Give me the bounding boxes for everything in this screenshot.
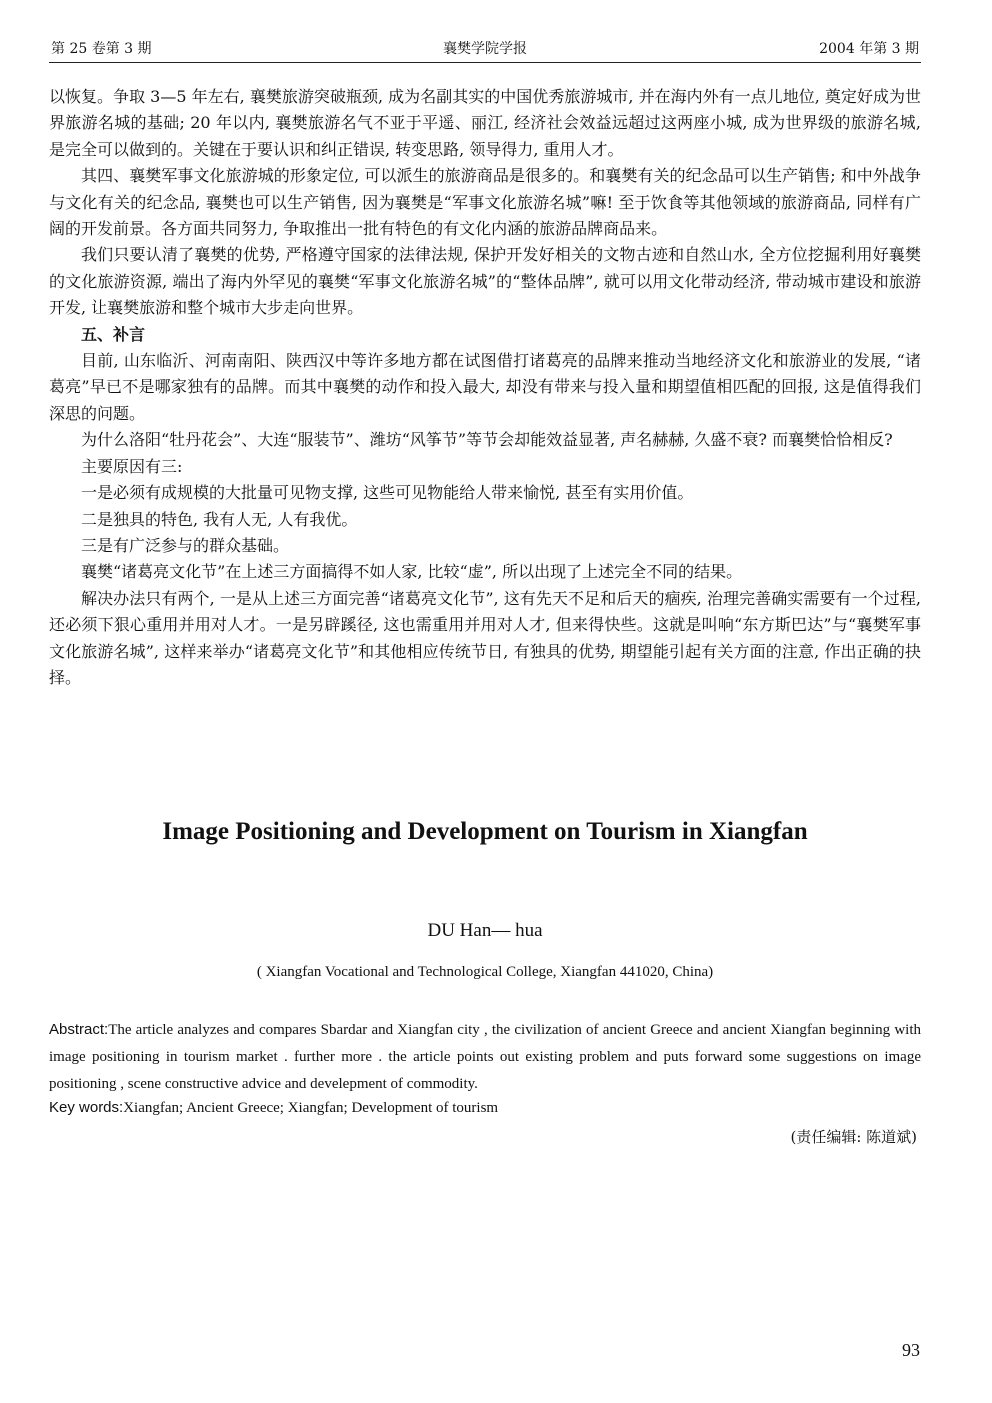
body-paragraph: 我们只要认清了襄樊的优势, 严格遵守国家的法律法规, 保护开发好相关的文物古迹和自然山水, 全方位挖掘利用好襄樊的文化旅游资源, 端出了海内外罕见的襄樊“军事文化旅游名城”的“整体品牌”, 就可以用文化带动经济, 带动城市建设和旅游开发, 让襄樊旅游和整个城市大步走向世界。 (49, 245, 921, 318)
body-paragraph: 其四、襄樊军事文化旅游城的形象定位, 可以派生的旅游商品是很多的。和襄樊有关的纪念品可以生产销售; 和中外战争与文化有关的纪念品, 襄樊也可以生产销售, 因为襄樊是“军事文化旅游名城”嘛! 至于饮食等其他领域的旅游商品, 同样有广阔的开发前景。各方面共同努力, 争取推出一批有特色的有文化内涵的旅游品牌商品来。 (49, 166, 921, 239)
keywords-label: Key words: (49, 1099, 124, 1116)
english-keywords (49, 1099, 921, 1117)
abstract-label: Abstract: (49, 1021, 109, 1038)
article-body (49, 84, 921, 691)
english-affiliation: ( Xiangfan Vocational and Technological College, Xiangfan 441020, China) (256, 964, 714, 980)
english-author: DU Han— hua (427, 920, 543, 941)
body-paragraph: 主要原因有三: (81, 456, 183, 476)
body-paragraph: 为什么洛阳“牡丹花会”、大连“服装节”、潍坊“风筝节”等节会却能效益显著, 声名赫赫, 久盛不衰? 而襄樊恰恰相反? (81, 430, 893, 450)
body-paragraph: 襄樊“诸葛亮文化节”在上述三方面搞得不如人家, 比较“虚”, 所以出现了上述完全不同的结果。 (81, 562, 743, 582)
abstract-text: The article analyzes and compares Sbardar and Xiangfan city , the civilization of ancient Greece and ancient Xiangfan beginning with image positioning in tourism market . further more . the article points out existing problem and puts forward some suggestions on image positioning , scene constructive advice and develepment of commodity. (49, 1022, 921, 1092)
body-paragraph: 以恢复。争取 3—5 年左右, 襄樊旅游突破瓶颈, 成为名副其实的中国优秀旅游城市, 并在海内外有一点儿地位, 奠定好成为世界旅游名城的基础; 20 年以内, 襄樊旅游名气不亚于平遥、丽江, 经济社会效益远超过这两座小城, 成为世界级的旅游名城, 是完全可以做到的。关键在于要认识和纠正错误, 转变思路, 领导得力, 重用人才。 (49, 87, 921, 159)
body-paragraph: 解决办法只有两个, 一是从上述三方面完善“诸葛亮文化节”, 这有先天不足和后天的痼疾, 治理完善确实需要有一个过程, 还必须下狠心重用并用对人才。一是另辟蹊径, 这也需重用并用对人才, 但来得快些。这就是叫响“东方斯巴达”与“襄樊军事文化旅游名城”, 这样来举办“诸葛亮文化节”和其他相应传统节日, 有独具的优势, 期望能引起有关方面的注意, 作出正确的抉择。 (49, 588, 921, 687)
english-title: Image Positioning and Development on Tourism in Xiangfan (162, 818, 808, 845)
responsible-editor: (责任编辑: 陈道斌) (790, 1128, 917, 1146)
body-paragraph: 一是必须有成规模的大批量可见物支撑, 这些可见物能给人带来愉悦, 甚至有实用价值。 (81, 483, 694, 503)
page-number: 93 (902, 1340, 920, 1360)
body-paragraph: 目前, 山东临沂、河南南阳、陕西汉中等许多地方都在试图借打诸葛亮的品牌来推动当地经济文化和旅游业的发展, “诸葛亮”早已不是哪家独有的品牌。而其中襄樊的动作和投入最大, 却没有带来与投入量和期望值相匹配的回报, 这是值得我们深思的问题。 (49, 351, 921, 423)
body-paragraph: 三是有广泛参与的群众基础。 (81, 535, 290, 555)
keywords-text: Xiangfan; Ancient Greece; Xiangfan; Development of tourism (123, 1100, 499, 1116)
section-heading: 五、补言 (81, 324, 146, 344)
body-paragraph: 二是独具的特色, 我有人无, 人有我优。 (81, 509, 358, 529)
english-abstract (49, 1016, 921, 1098)
header-volume: 第 25 卷第 3 期 (51, 41, 152, 57)
running-header (49, 36, 921, 63)
header-journal-name: 襄樊学院学报 (443, 41, 527, 57)
header-issue: 2004 年第 3 期 (819, 41, 919, 57)
